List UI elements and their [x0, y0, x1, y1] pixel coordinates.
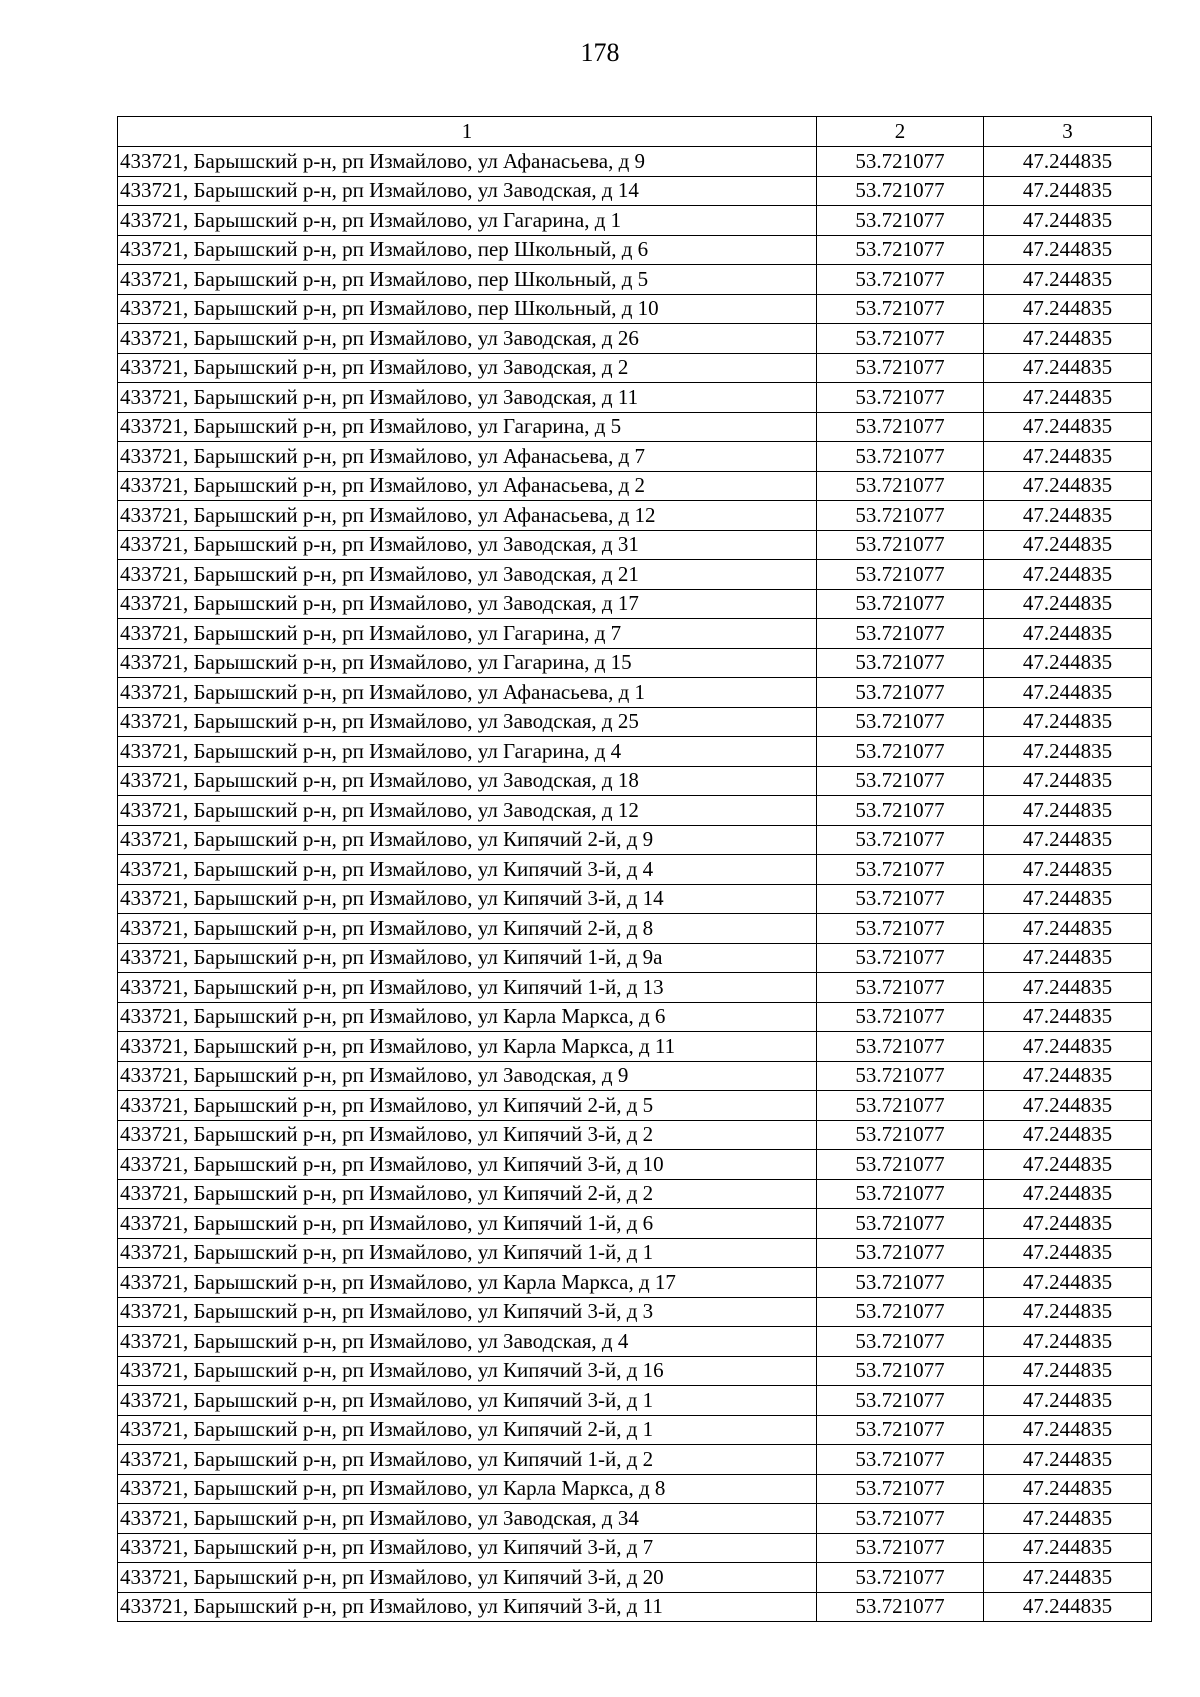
longitude-cell: 47.244835 [984, 353, 1152, 383]
longitude-cell: 47.244835 [984, 766, 1152, 796]
table-body [118, 147, 1152, 1622]
address-cell: 433721, Барышский р-н, рп Измайлово, ул Карла Маркса, д 6 [118, 1002, 817, 1032]
table-row [118, 383, 1152, 413]
latitude-cell: 53.721077 [817, 442, 984, 472]
latitude-cell: 53.721077 [817, 1504, 984, 1534]
address-cell: 433721, Барышский р-н, рп Измайлово, ул Кипячий 3-й, д 4 [118, 855, 817, 885]
longitude-cell: 47.244835 [984, 619, 1152, 649]
latitude-cell: 53.721077 [817, 1445, 984, 1475]
address-cell: 433721, Барышский р-н, рп Измайлово, пер Школьный, д 5 [118, 265, 817, 295]
address-cell: 433721, Барышский р-н, рп Измайлово, ул Карла Маркса, д 17 [118, 1268, 817, 1298]
address-cell: 433721, Барышский р-н, рп Измайлово, пер Школьный, д 6 [118, 235, 817, 265]
longitude-cell: 47.244835 [984, 324, 1152, 354]
address-cell: 433721, Барышский р-н, рп Измайлово, ул Афанасьева, д 2 [118, 471, 817, 501]
latitude-cell: 53.721077 [817, 619, 984, 649]
address-cell: 433721, Барышский р-н, рп Измайлово, пер Школьный, д 10 [118, 294, 817, 324]
latitude-cell: 53.721077 [817, 589, 984, 619]
address-cell: 433721, Барышский р-н, рп Измайлово, ул Кипячий 3-й, д 20 [118, 1563, 817, 1593]
longitude-cell: 47.244835 [984, 1474, 1152, 1504]
latitude-cell: 53.721077 [817, 324, 984, 354]
address-cell: 433721, Барышский р-н, рп Измайлово, ул Кипячий 2-й, д 1 [118, 1415, 817, 1445]
table-row [118, 855, 1152, 885]
latitude-cell: 53.721077 [817, 1356, 984, 1386]
latitude-cell: 53.721077 [817, 825, 984, 855]
longitude-cell: 47.244835 [984, 914, 1152, 944]
table-row [118, 1386, 1152, 1416]
table-row [118, 353, 1152, 383]
longitude-cell: 47.244835 [984, 501, 1152, 531]
latitude-cell: 53.721077 [817, 678, 984, 708]
latitude-cell: 53.721077 [817, 265, 984, 295]
address-cell: 433721, Барышский р-н, рп Измайлово, ул Кипячий 2-й, д 8 [118, 914, 817, 944]
table-row [118, 766, 1152, 796]
table-row [118, 1445, 1152, 1475]
longitude-cell: 47.244835 [984, 294, 1152, 324]
address-cell: 433721, Барышский р-н, рп Измайлово, ул Заводская, д 14 [118, 176, 817, 206]
table-row [118, 1150, 1152, 1180]
longitude-cell: 47.244835 [984, 265, 1152, 295]
latitude-cell: 53.721077 [817, 796, 984, 826]
longitude-cell: 47.244835 [984, 1002, 1152, 1032]
latitude-cell: 53.721077 [817, 560, 984, 590]
latitude-cell: 53.721077 [817, 914, 984, 944]
longitude-cell: 47.244835 [984, 1504, 1152, 1534]
table-row [118, 1209, 1152, 1239]
table-row [118, 147, 1152, 177]
latitude-cell: 53.721077 [817, 206, 984, 236]
column-header-3: 3 [984, 117, 1152, 147]
table-row [118, 1592, 1152, 1622]
table-row [118, 442, 1152, 472]
latitude-cell: 53.721077 [817, 1474, 984, 1504]
longitude-cell: 47.244835 [984, 1061, 1152, 1091]
table-row [118, 471, 1152, 501]
column-header-1: 1 [118, 117, 817, 147]
longitude-cell: 47.244835 [984, 560, 1152, 590]
table-row [118, 1238, 1152, 1268]
table-row [118, 1091, 1152, 1121]
table-row [118, 678, 1152, 708]
longitude-cell: 47.244835 [984, 1327, 1152, 1357]
latitude-cell: 53.721077 [817, 1533, 984, 1563]
table-row [118, 589, 1152, 619]
address-cell: 433721, Барышский р-н, рп Измайлово, ул Афанасьева, д 9 [118, 147, 817, 177]
longitude-cell: 47.244835 [984, 412, 1152, 442]
longitude-cell: 47.244835 [984, 1445, 1152, 1475]
address-cell: 433721, Барышский р-н, рп Измайлово, ул Кипячий 3-й, д 11 [118, 1592, 817, 1622]
longitude-cell: 47.244835 [984, 1120, 1152, 1150]
latitude-cell: 53.721077 [817, 884, 984, 914]
address-cell: 433721, Барышский р-н, рп Измайлово, ул Заводская, д 18 [118, 766, 817, 796]
latitude-cell: 53.721077 [817, 353, 984, 383]
longitude-cell: 47.244835 [984, 1179, 1152, 1209]
table-row [118, 1533, 1152, 1563]
latitude-cell: 53.721077 [817, 1061, 984, 1091]
longitude-cell: 47.244835 [984, 884, 1152, 914]
table-row [118, 1563, 1152, 1593]
latitude-cell: 53.721077 [817, 855, 984, 885]
address-cell: 433721, Барышский р-н, рп Измайлово, ул Кипячий 1-й, д 13 [118, 973, 817, 1003]
address-table [117, 116, 1152, 1622]
table-row [118, 825, 1152, 855]
address-cell: 433721, Барышский р-н, рп Измайлово, ул Заводская, д 31 [118, 530, 817, 560]
table-row [118, 1179, 1152, 1209]
address-cell: 433721, Барышский р-н, рп Измайлово, ул Заводская, д 4 [118, 1327, 817, 1357]
table-row [118, 619, 1152, 649]
table-row [118, 560, 1152, 590]
longitude-cell: 47.244835 [984, 1592, 1152, 1622]
longitude-cell: 47.244835 [984, 1297, 1152, 1327]
address-cell: 433721, Барышский р-н, рп Измайлово, ул Заводская, д 9 [118, 1061, 817, 1091]
address-cell: 433721, Барышский р-н, рп Измайлово, ул Заводская, д 26 [118, 324, 817, 354]
table-row [118, 884, 1152, 914]
latitude-cell: 53.721077 [817, 176, 984, 206]
address-cell: 433721, Барышский р-н, рп Измайлово, ул Кипячий 3-й, д 2 [118, 1120, 817, 1150]
address-cell: 433721, Барышский р-н, рп Измайлово, ул Карла Маркса, д 11 [118, 1032, 817, 1062]
latitude-cell: 53.721077 [817, 1563, 984, 1593]
table-row [118, 943, 1152, 973]
table-row [118, 1002, 1152, 1032]
longitude-cell: 47.244835 [984, 825, 1152, 855]
table-row [118, 501, 1152, 531]
table-row [118, 1268, 1152, 1298]
table-row [118, 796, 1152, 826]
latitude-cell: 53.721077 [817, 1091, 984, 1121]
address-cell: 433721, Барышский р-н, рп Измайлово, ул Кипячий 3-й, д 16 [118, 1356, 817, 1386]
table-row [118, 1356, 1152, 1386]
latitude-cell: 53.721077 [817, 737, 984, 767]
address-cell: 433721, Барышский р-н, рп Измайлово, ул Афанасьева, д 1 [118, 678, 817, 708]
longitude-cell: 47.244835 [984, 707, 1152, 737]
address-cell: 433721, Барышский р-н, рп Измайлово, ул Кипячий 1-й, д 6 [118, 1209, 817, 1239]
table-row [118, 1120, 1152, 1150]
longitude-cell: 47.244835 [984, 1415, 1152, 1445]
latitude-cell: 53.721077 [817, 1386, 984, 1416]
latitude-cell: 53.721077 [817, 707, 984, 737]
longitude-cell: 47.244835 [984, 589, 1152, 619]
address-cell: 433721, Барышский р-н, рп Измайлово, ул Кипячий 3-й, д 7 [118, 1533, 817, 1563]
address-cell: 433721, Барышский р-н, рп Измайлово, ул Кипячий 2-й, д 9 [118, 825, 817, 855]
longitude-cell: 47.244835 [984, 530, 1152, 560]
address-cell: 433721, Барышский р-н, рп Измайлово, ул Заводская, д 11 [118, 383, 817, 413]
longitude-cell: 47.244835 [984, 1238, 1152, 1268]
latitude-cell: 53.721077 [817, 973, 984, 1003]
table-row [118, 707, 1152, 737]
address-cell: 433721, Барышский р-н, рп Измайлово, ул Кипячий 1-й, д 1 [118, 1238, 817, 1268]
table-row [118, 265, 1152, 295]
latitude-cell: 53.721077 [817, 1327, 984, 1357]
address-cell: 433721, Барышский р-н, рп Измайлово, ул Заводская, д 17 [118, 589, 817, 619]
latitude-cell: 53.721077 [817, 1002, 984, 1032]
address-cell: 433721, Барышский р-н, рп Измайлово, ул Гагарина, д 5 [118, 412, 817, 442]
table-row [118, 914, 1152, 944]
latitude-cell: 53.721077 [817, 1032, 984, 1062]
longitude-cell: 47.244835 [984, 206, 1152, 236]
latitude-cell: 53.721077 [817, 1120, 984, 1150]
address-cell: 433721, Барышский р-н, рп Измайлово, ул Гагарина, д 4 [118, 737, 817, 767]
address-cell: 433721, Барышский р-н, рп Измайлово, ул Кипячий 3-й, д 3 [118, 1297, 817, 1327]
latitude-cell: 53.721077 [817, 1150, 984, 1180]
longitude-cell: 47.244835 [984, 235, 1152, 265]
latitude-cell: 53.721077 [817, 1179, 984, 1209]
longitude-cell: 47.244835 [984, 943, 1152, 973]
table-row [118, 1061, 1152, 1091]
longitude-cell: 47.244835 [984, 1268, 1152, 1298]
address-cell: 433721, Барышский р-н, рп Измайлово, ул Афанасьева, д 12 [118, 501, 817, 531]
latitude-cell: 53.721077 [817, 530, 984, 560]
latitude-cell: 53.721077 [817, 383, 984, 413]
address-cell: 433721, Барышский р-н, рп Измайлово, ул Заводская, д 34 [118, 1504, 817, 1534]
address-cell: 433721, Барышский р-н, рп Измайлово, ул Кипячий 1-й, д 9а [118, 943, 817, 973]
latitude-cell: 53.721077 [817, 943, 984, 973]
longitude-cell: 47.244835 [984, 796, 1152, 826]
longitude-cell: 47.244835 [984, 471, 1152, 501]
address-cell: 433721, Барышский р-н, рп Измайлово, ул Кипячий 3-й, д 10 [118, 1150, 817, 1180]
table-header-row [118, 117, 1152, 147]
longitude-cell: 47.244835 [984, 1533, 1152, 1563]
table-row [118, 648, 1152, 678]
address-cell: 433721, Барышский р-н, рп Измайлово, ул Кипячий 2-й, д 5 [118, 1091, 817, 1121]
latitude-cell: 53.721077 [817, 1592, 984, 1622]
longitude-cell: 47.244835 [984, 737, 1152, 767]
column-header-2: 2 [817, 117, 984, 147]
latitude-cell: 53.721077 [817, 235, 984, 265]
longitude-cell: 47.244835 [984, 1150, 1152, 1180]
table-row [118, 412, 1152, 442]
longitude-cell: 47.244835 [984, 1091, 1152, 1121]
latitude-cell: 53.721077 [817, 1209, 984, 1239]
table-row [118, 1504, 1152, 1534]
longitude-cell: 47.244835 [984, 1386, 1152, 1416]
latitude-cell: 53.721077 [817, 1297, 984, 1327]
longitude-cell: 47.244835 [984, 1032, 1152, 1062]
table-row [118, 1327, 1152, 1357]
latitude-cell: 53.721077 [817, 1238, 984, 1268]
table-row [118, 206, 1152, 236]
longitude-cell: 47.244835 [984, 678, 1152, 708]
table-row [118, 176, 1152, 206]
table-row [118, 1415, 1152, 1445]
address-cell: 433721, Барышский р-н, рп Измайлово, ул Карла Маркса, д 8 [118, 1474, 817, 1504]
longitude-cell: 47.244835 [984, 1563, 1152, 1593]
latitude-cell: 53.721077 [817, 412, 984, 442]
table-row [118, 1032, 1152, 1062]
longitude-cell: 47.244835 [984, 973, 1152, 1003]
table-row [118, 530, 1152, 560]
table-row [118, 324, 1152, 354]
address-cell: 433721, Барышский р-н, рп Измайлово, ул Гагарина, д 15 [118, 648, 817, 678]
table-row [118, 294, 1152, 324]
longitude-cell: 47.244835 [984, 442, 1152, 472]
table-row [118, 1474, 1152, 1504]
longitude-cell: 47.244835 [984, 383, 1152, 413]
page-number: 178 [580, 38, 620, 67]
address-cell: 433721, Барышский р-н, рп Измайлово, ул Афанасьева, д 7 [118, 442, 817, 472]
table-row [118, 973, 1152, 1003]
address-cell: 433721, Барышский р-н, рп Измайлово, ул Заводская, д 25 [118, 707, 817, 737]
table-row [118, 737, 1152, 767]
address-cell: 433721, Барышский р-н, рп Измайлово, ул Гагарина, д 1 [118, 206, 817, 236]
address-cell: 433721, Барышский р-н, рп Измайлово, ул Кипячий 2-й, д 2 [118, 1179, 817, 1209]
longitude-cell: 47.244835 [984, 1209, 1152, 1239]
latitude-cell: 53.721077 [817, 648, 984, 678]
address-cell: 433721, Барышский р-н, рп Измайлово, ул Заводская, д 12 [118, 796, 817, 826]
table-row [118, 1297, 1152, 1327]
address-cell: 433721, Барышский р-н, рп Измайлово, ул Кипячий 1-й, д 2 [118, 1445, 817, 1475]
latitude-cell: 53.721077 [817, 294, 984, 324]
longitude-cell: 47.244835 [984, 855, 1152, 885]
latitude-cell: 53.721077 [817, 501, 984, 531]
address-cell: 433721, Барышский р-н, рп Измайлово, ул Заводская, д 21 [118, 560, 817, 590]
address-cell: 433721, Барышский р-н, рп Измайлово, ул Заводская, д 2 [118, 353, 817, 383]
latitude-cell: 53.721077 [817, 1268, 984, 1298]
latitude-cell: 53.721077 [817, 766, 984, 796]
address-cell: 433721, Барышский р-н, рп Измайлово, ул Гагарина, д 7 [118, 619, 817, 649]
latitude-cell: 53.721077 [817, 471, 984, 501]
longitude-cell: 47.244835 [984, 176, 1152, 206]
longitude-cell: 47.244835 [984, 1356, 1152, 1386]
address-cell: 433721, Барышский р-н, рп Измайлово, ул Кипячий 3-й, д 1 [118, 1386, 817, 1416]
longitude-cell: 47.244835 [984, 648, 1152, 678]
latitude-cell: 53.721077 [817, 147, 984, 177]
latitude-cell: 53.721077 [817, 1415, 984, 1445]
longitude-cell: 47.244835 [984, 147, 1152, 177]
table-row [118, 235, 1152, 265]
address-cell: 433721, Барышский р-н, рп Измайлово, ул Кипячий 3-й, д 14 [118, 884, 817, 914]
